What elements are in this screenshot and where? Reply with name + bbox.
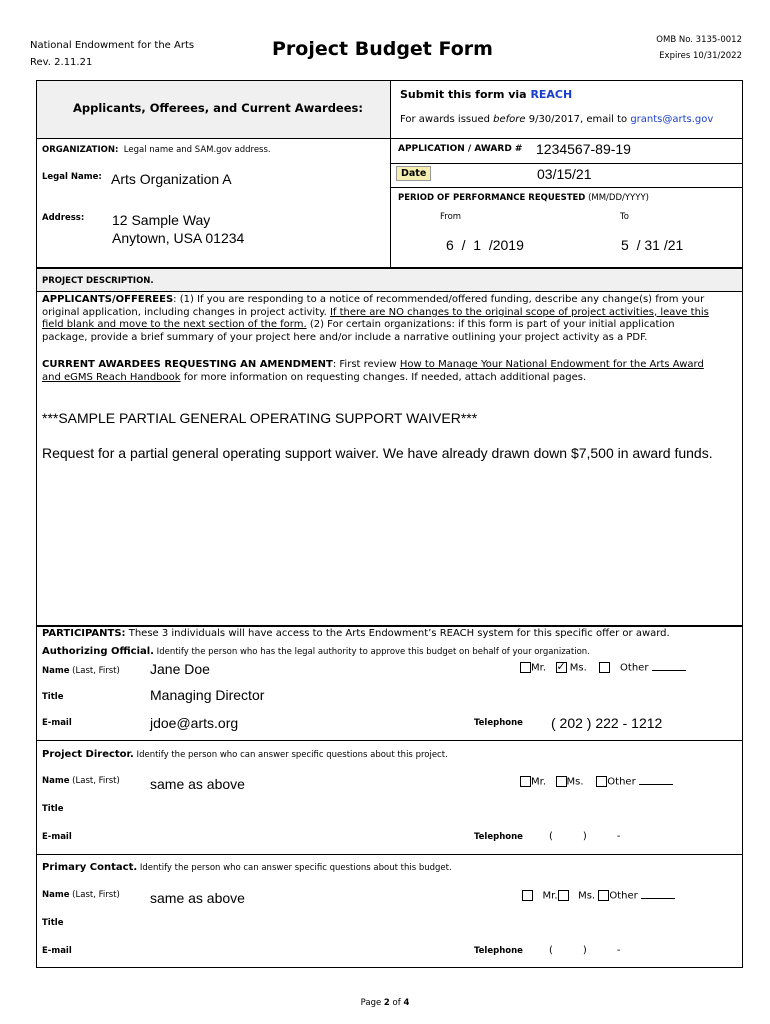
- auth-other-blank[interactable]: [652, 670, 686, 671]
- pc-ms-checkbox[interactable]: [558, 890, 569, 901]
- date-label: Date: [396, 166, 431, 181]
- reach-handbook-link[interactable]: and eGMS Reach Handbook: [42, 371, 181, 383]
- pc-other-checkbox[interactable]: [598, 890, 609, 901]
- auth-title-label: Title: [42, 692, 64, 702]
- project-description-label: PROJECT DESCRIPTION.: [42, 276, 154, 286]
- to-label: To: [620, 212, 629, 222]
- pc-email-label: E-mail: [42, 946, 72, 956]
- sample-title[interactable]: ***SAMPLE PARTIAL GENERAL OPERATING SUPPORT WAIVER***: [42, 410, 478, 426]
- pc-name-field[interactable]: same as above: [150, 890, 245, 906]
- project-description-field[interactable]: Request for a partial general operating support waiver. We have already drawn down $7,500 in award funds.: [42, 445, 713, 461]
- applicants-heading: Applicants, Offerees, and Current Awardees:: [73, 101, 363, 115]
- date-field[interactable]: 03/15/21: [537, 166, 592, 182]
- expiration-date: Expires 10/31/2022: [659, 51, 742, 61]
- agency-name: National Endowment for the Arts: [30, 40, 195, 51]
- authorizing-official-heading: Authorizing Official. Identify the person who has the legal authority to approve this budget on behalf of your organization.: [42, 646, 590, 657]
- participants-section: [36, 626, 743, 968]
- application-number-label: APPLICATION / AWARD #: [398, 144, 523, 154]
- pd-salutation: Mr. Ms. Other: [520, 776, 673, 788]
- application-number-field[interactable]: 1234567-89-19: [536, 141, 631, 157]
- pc-salutation: Mr. Ms. Other: [522, 890, 675, 902]
- from-label: From: [440, 212, 462, 222]
- period-label: PERIOD OF PERFORMANCE REQUESTED (MM/DD/YYYY): [398, 193, 649, 203]
- auth-salutation: Mr. ✓ Ms. Other: [520, 662, 686, 674]
- awards-instruction: For awards issued before 9/30/2017, email to grants@arts.gov: [400, 114, 714, 125]
- auth-other-checkbox[interactable]: [599, 662, 610, 673]
- page-number: Page 2 of 4: [360, 998, 410, 1008]
- period-to-field[interactable]: 5 / 31 /21: [621, 237, 684, 253]
- organization-label: ORGANIZATION: Legal name and SAM.gov address.: [42, 145, 271, 155]
- pc-mr-checkbox[interactable]: [522, 890, 533, 901]
- pc-title-label: Title: [42, 918, 64, 928]
- pd-phone-label: Telephone: [474, 832, 523, 842]
- reach-link[interactable]: REACH: [530, 88, 573, 101]
- amendment-instructions: CURRENT AWARDEES REQUESTING AN AMENDMENT: First review How to Manage Your National Endowment for the Arts Award and eGMS Reach Handbook for more information on requesting changes. If needed, attach additional pages.: [42, 359, 704, 383]
- submit-instruction: Submit this form via REACH: [400, 88, 573, 101]
- omb-number: OMB No. 3135-0012: [656, 35, 742, 45]
- pc-phone-field[interactable]: ( ) -: [549, 945, 621, 956]
- auth-email-label: E-mail: [42, 718, 72, 728]
- pd-name-label: Name (Last, First): [42, 776, 120, 786]
- participants-label: PARTICIPANTS: These 3 individuals will have access to the Arts Endowment’s REACH system for this specific offer or award.: [42, 628, 670, 639]
- auth-ms-checkbox[interactable]: [556, 662, 567, 673]
- auth-email-field[interactable]: jdoe@arts.org: [150, 715, 239, 731]
- period-from-field[interactable]: 6 / 1 /2019: [446, 237, 524, 253]
- primary-contact-heading: Primary Contact. Identify the person who can answer specific questions about this budget.: [42, 862, 452, 873]
- auth-phone-field[interactable]: ( 202 ) 222 - 1212: [551, 715, 663, 731]
- project-director-heading: Project Director. Identify the person who can answer specific questions about this project.: [42, 749, 448, 760]
- pd-name-field[interactable]: same as above: [150, 776, 245, 792]
- pd-title-label: Title: [42, 804, 64, 814]
- auth-phone-label: Telephone: [474, 718, 523, 728]
- auth-name-label: Name (Last, First): [42, 666, 120, 676]
- auth-mr-checkbox[interactable]: [520, 662, 531, 673]
- address-line-2[interactable]: Anytown, USA 01234: [112, 230, 245, 246]
- pd-mr-checkbox[interactable]: [520, 776, 531, 787]
- pd-ms-checkbox[interactable]: [556, 776, 567, 787]
- grants-email-link[interactable]: grants@arts.gov: [630, 114, 714, 125]
- pc-phone-label: Telephone: [474, 946, 523, 956]
- manage-award-link[interactable]: How to Manage Your National Endowment for the Arts Award: [399, 359, 704, 370]
- address-line-1[interactable]: 12 Sample Way: [112, 212, 211, 228]
- pd-phone-field[interactable]: ( ) -: [549, 831, 621, 842]
- page-title: Project Budget Form: [272, 38, 493, 60]
- revision: Rev. 2.11.21: [30, 57, 93, 68]
- pc-name-label: Name (Last, First): [42, 890, 120, 900]
- applicants-instructions: APPLICANTS/OFFEREES: (1) If you are responding to a notice of recommended/offered funding, describe any change(s) from your original application, including changes in project activity. If there are NO changes to the original scope of project activities, leave this field blank and move to the next section of the form. (2) For certain organizations: if this form is part of your initial application package, provide a brief summary of your project here and/or include a narrative outlining your project activity as a PDF.: [42, 294, 709, 343]
- pd-other-checkbox[interactable]: [596, 776, 607, 787]
- pd-email-label: E-mail: [42, 832, 72, 842]
- auth-name-field[interactable]: Jane Doe: [150, 661, 210, 677]
- pd-other-blank[interactable]: [639, 784, 673, 785]
- address-label: Address:: [42, 213, 85, 223]
- auth-title-field[interactable]: Managing Director: [150, 687, 265, 703]
- legal-name-label: Legal Name:: [42, 172, 102, 182]
- pc-other-blank[interactable]: [641, 898, 675, 899]
- legal-name-field[interactable]: Arts Organization A: [111, 171, 232, 187]
